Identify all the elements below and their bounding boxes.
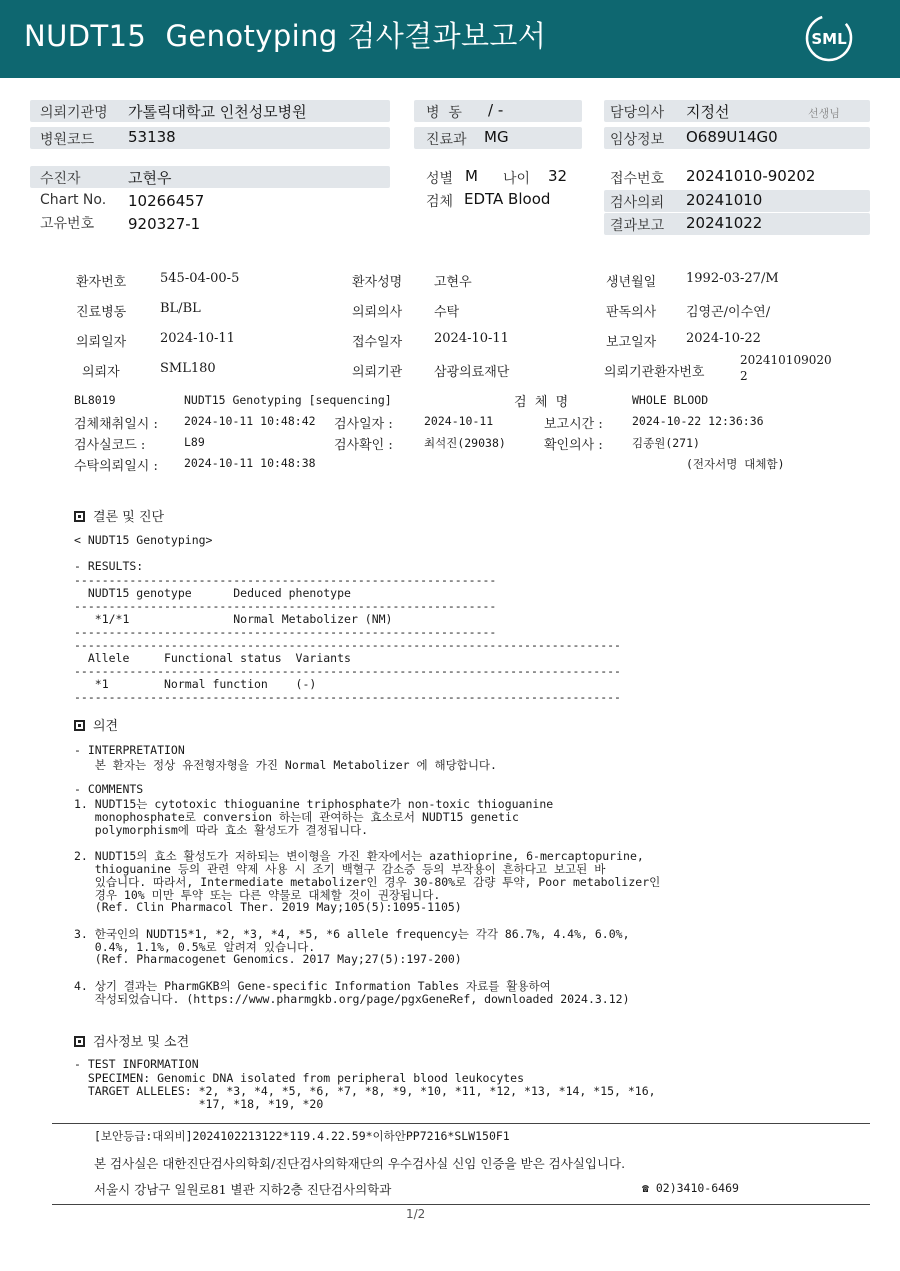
comments-head: - COMMENTS <box>74 782 144 796</box>
t2-header: Allele Functional status Variants <box>74 651 351 665</box>
specimen-label: 검체 <box>426 194 454 210</box>
sex-label: 성별 <box>426 171 454 187</box>
section-opinion-title: 의견 <box>93 719 119 734</box>
rward-value: BL/BL <box>160 301 201 316</box>
comment-line: 0.4%, 1.1%, 0.5%로 알려져 있습니다. <box>74 940 316 954</box>
comment-line: 경우 10% 미만 투약 또는 다른 약물로 대체할 것이 권장됩니다. <box>74 888 441 902</box>
dob-value: 1992-03-27/M <box>686 271 779 286</box>
org-label: 의뢰기관 <box>352 365 403 380</box>
report-date-label: 결과보고 <box>610 218 665 234</box>
comment-line: 3. 한국인의 NUDT15*1, *2, *3, *4, *5, *6 allele frequency는 각각 86.7%, 4.4%, 6.0%, <box>74 927 630 941</box>
orgpid-label: 의뢰기관환자번호 <box>604 365 705 380</box>
section-square-icon <box>74 1036 85 1047</box>
tech-value: 최석진(29038) <box>424 436 506 450</box>
requester-label: 의뢰자 <box>82 365 120 380</box>
security-line: [보안등급:대외비]2024102213122*119.4.22.59*이하안PP7216*SLW150F1 <box>94 1129 510 1143</box>
requester-value: SML180 <box>160 361 216 376</box>
pname-label: 환자성명 <box>352 275 403 290</box>
section-square-icon <box>74 720 85 731</box>
report-header <box>0 0 900 78</box>
hosp-code-label: 병원코드 <box>40 132 95 148</box>
t2-row: *1 Normal function (-) <box>74 677 317 691</box>
comment-line: polymorphism에 따라 효소 활성도가 결정됩니다. <box>74 823 368 837</box>
pname-value: 고현우 <box>434 275 472 290</box>
pid-value: 545-04-00-5 <box>160 271 240 286</box>
dash-line-long: ------------------------------------------------------------------------------- <box>74 638 621 652</box>
interp-head: - INTERPRETATION <box>74 743 185 757</box>
patient-box <box>30 166 390 188</box>
sml-logo <box>804 13 854 63</box>
comment-line: monophosphate로 conversion 하는데 관여하는 효소로서 NUDT15 genetic <box>74 810 519 824</box>
comment-line: 2. NUDT15의 효소 활성도가 저하되는 변이형을 가진 환자에서는 azathioprine, 6-mercaptopurine, <box>74 849 644 863</box>
page-number: 1/2 <box>406 1207 426 1221</box>
spec-value: WHOLE BLOOD <box>632 393 709 407</box>
section-square-icon <box>74 511 85 522</box>
clinical-label: 임상정보 <box>610 132 665 148</box>
age-label: 나이 <box>503 171 531 187</box>
repdate-label: 보고일자 <box>606 335 657 350</box>
section-test-info <box>74 1031 189 1050</box>
testdate-label: 검사일자 : <box>334 417 393 432</box>
section-conclusion-title: 결론 및 진단 <box>93 510 165 525</box>
dash-line: ------------------------------------------------------------- <box>74 573 497 587</box>
rward-label: 진료병동 <box>76 305 127 320</box>
comment-line: thioguanine 등의 관련 약제 사용 시 조기 백혈구 감소증 등의 부작용이 흔하다고 보고된 바 <box>74 862 606 876</box>
recvdate-value: 2024-10-11 <box>434 331 509 346</box>
age-value: 32 <box>548 167 568 185</box>
reader-value: 김영곤/이수연/ <box>686 305 771 320</box>
reader-label: 판독의사 <box>606 305 657 320</box>
reptime-value: 2024-10-22 12:36:36 <box>632 414 764 428</box>
req-org-label: 의뢰기관명 <box>40 105 108 121</box>
tech-label: 검사확인 : <box>334 438 393 453</box>
ti-line: SPECIMEN: Genomic DNA isolated from peripheral blood leukocytes <box>74 1071 525 1085</box>
trust-label: 수탁의뢰일시 : <box>74 459 158 474</box>
sml-logo-text: SML <box>811 30 847 48</box>
recvdate-label: 접수일자 <box>352 335 403 350</box>
comment-line: (Ref. Clin Pharmacol Ther. 2019 May;105(5):1095-1105) <box>74 900 462 914</box>
req-org-value: 가톨릭대학교 인천성모병원 <box>128 103 307 121</box>
t1-row: *1/*1 Normal Metabolizer (NM) <box>74 612 393 626</box>
req-date-label: 검사의뢰 <box>610 195 665 211</box>
comment-line: (Ref. Pharmacogenet Genomics. 2017 May;27(5):197-200) <box>74 952 462 966</box>
reqdate-label: 의뢰일자 <box>76 335 127 350</box>
comment-line: 1. NUDT15는 cytotoxic thioguanine triphosphate가 non-toxic thioguanine <box>74 797 554 811</box>
ti-line: TARGET ALLELES: *2, *3, *4, *5, *6, *7, *8, *9, *10, *11, *12, *13, *14, *15, *16, <box>74 1084 656 1098</box>
ward-value: / - <box>488 101 504 119</box>
doctor-label: 담당의사 <box>610 105 665 121</box>
pid-label: 환자번호 <box>76 275 127 290</box>
patient-label: 수진자 <box>40 171 81 187</box>
trust-value: 2024-10-11 10:48:38 <box>184 456 316 470</box>
confirm-label: 확인의사 : <box>544 438 603 453</box>
doctor-value: 지정선 <box>686 103 730 121</box>
rdoc-label: 의뢰의사 <box>352 305 403 320</box>
t1-header: NUDT15 genotype Deduced phenotype <box>74 586 351 600</box>
ward-label: 병 동 <box>426 105 462 121</box>
phone-line: ☎ 02)3410-6469 <box>642 1181 739 1195</box>
reqdate-value: 2024-10-11 <box>160 331 235 346</box>
footer-rule-top <box>52 1123 870 1124</box>
receipt-value: 20241010-90202 <box>686 167 816 185</box>
comment-line: 있습니다. 따라서, Intermediate metabolizer인 경우 30-80%로 감량 투약, Poor metabolizer인 <box>74 875 661 889</box>
dash-line: ------------------------------------------------------------- <box>74 599 497 613</box>
ti-line: *17, *18, *19, *20 <box>74 1097 324 1111</box>
report-title: NUDT15 Genotyping 검사결과보고서 <box>24 19 547 53</box>
section-test-info-title: 검사정보 및 소견 <box>93 1035 190 1050</box>
section-opinion <box>74 715 118 734</box>
collect-value: 2024-10-11 10:48:42 <box>184 414 316 428</box>
chart-value: 10266457 <box>128 192 205 210</box>
sex-value: M <box>465 167 478 185</box>
results-head: - RESULTS: <box>74 559 144 573</box>
room-value: L89 <box>184 435 205 449</box>
req-date-value: 20241010 <box>686 191 763 209</box>
uid-label: 고유번호 <box>40 216 95 232</box>
dept-label: 진료과 <box>426 132 467 148</box>
specimen-value: EDTA Blood <box>464 190 551 208</box>
spec-label: 검 체 명 <box>514 395 569 410</box>
dept-value: MG <box>484 128 509 146</box>
esign-note: (전자서명 대체함) <box>686 457 785 471</box>
dob-label: 생년월일 <box>606 275 657 290</box>
org-value: 삼광의료재단 <box>434 365 510 380</box>
reptime-label: 보고시간 : <box>544 417 603 432</box>
footer-rule-bottom <box>52 1204 870 1205</box>
rdoc-value: 수탁 <box>434 305 460 320</box>
orgpid-value-1: 202410109020 <box>740 353 832 367</box>
dash-line-long: ------------------------------------------------------------------------------- <box>74 664 621 678</box>
hosp-code-value: 53138 <box>128 128 176 146</box>
cert-line: 본 검사실은 대한진단검사의학회/진단검사의학재단의 우수검사실 신임 인증을 받은 검사실입니다. <box>94 1156 626 1171</box>
report-date-value: 20241022 <box>686 214 763 232</box>
section-conclusion <box>74 506 164 525</box>
patient-value: 고현우 <box>128 169 172 187</box>
comment-line: 4. 상기 결과는 PharmGKB의 Gene-specific Information Tables 자료를 활용하여 <box>74 979 551 993</box>
repdate-value: 2024-10-22 <box>686 331 761 346</box>
chart-label: Chart No. <box>40 192 107 208</box>
uid-value: 920327-1 <box>128 215 201 233</box>
sub-title: < NUDT15 Genotyping> <box>74 533 213 547</box>
ti-head: - TEST INFORMATION <box>74 1057 199 1071</box>
room-label: 검사실코드 : <box>74 438 146 453</box>
test-name: NUDT15 Genotyping [sequencing] <box>184 393 392 407</box>
doctor-suffix: 선생님 <box>808 107 840 120</box>
testdate-value: 2024-10-11 <box>424 414 494 428</box>
clinical-value: O689U14G0 <box>686 128 778 146</box>
test-code: BL8019 <box>74 393 116 407</box>
dash-line: ------------------------------------------------------------- <box>74 625 497 639</box>
orgpid-value-2: 2 <box>740 369 748 383</box>
interp-text: 본 환자는 정상 유전형자형을 가진 Normal Metabolizer 에 해당합니다. <box>74 758 497 772</box>
address-line: 서울시 강남구 일원로81 별관 지하2층 진단검사의학과 <box>94 1182 392 1197</box>
collect-label: 검체채취일시 : <box>74 417 158 432</box>
dash-line-long: ------------------------------------------------------------------------------- <box>74 690 621 704</box>
confirm-value: 김종원(271) <box>632 436 700 450</box>
receipt-label: 접수번호 <box>610 171 665 187</box>
comment-line: 작성되었습니다. (https://www.pharmgkb.org/page/pgxGeneRef, downloaded 2024.3.12) <box>74 992 630 1006</box>
